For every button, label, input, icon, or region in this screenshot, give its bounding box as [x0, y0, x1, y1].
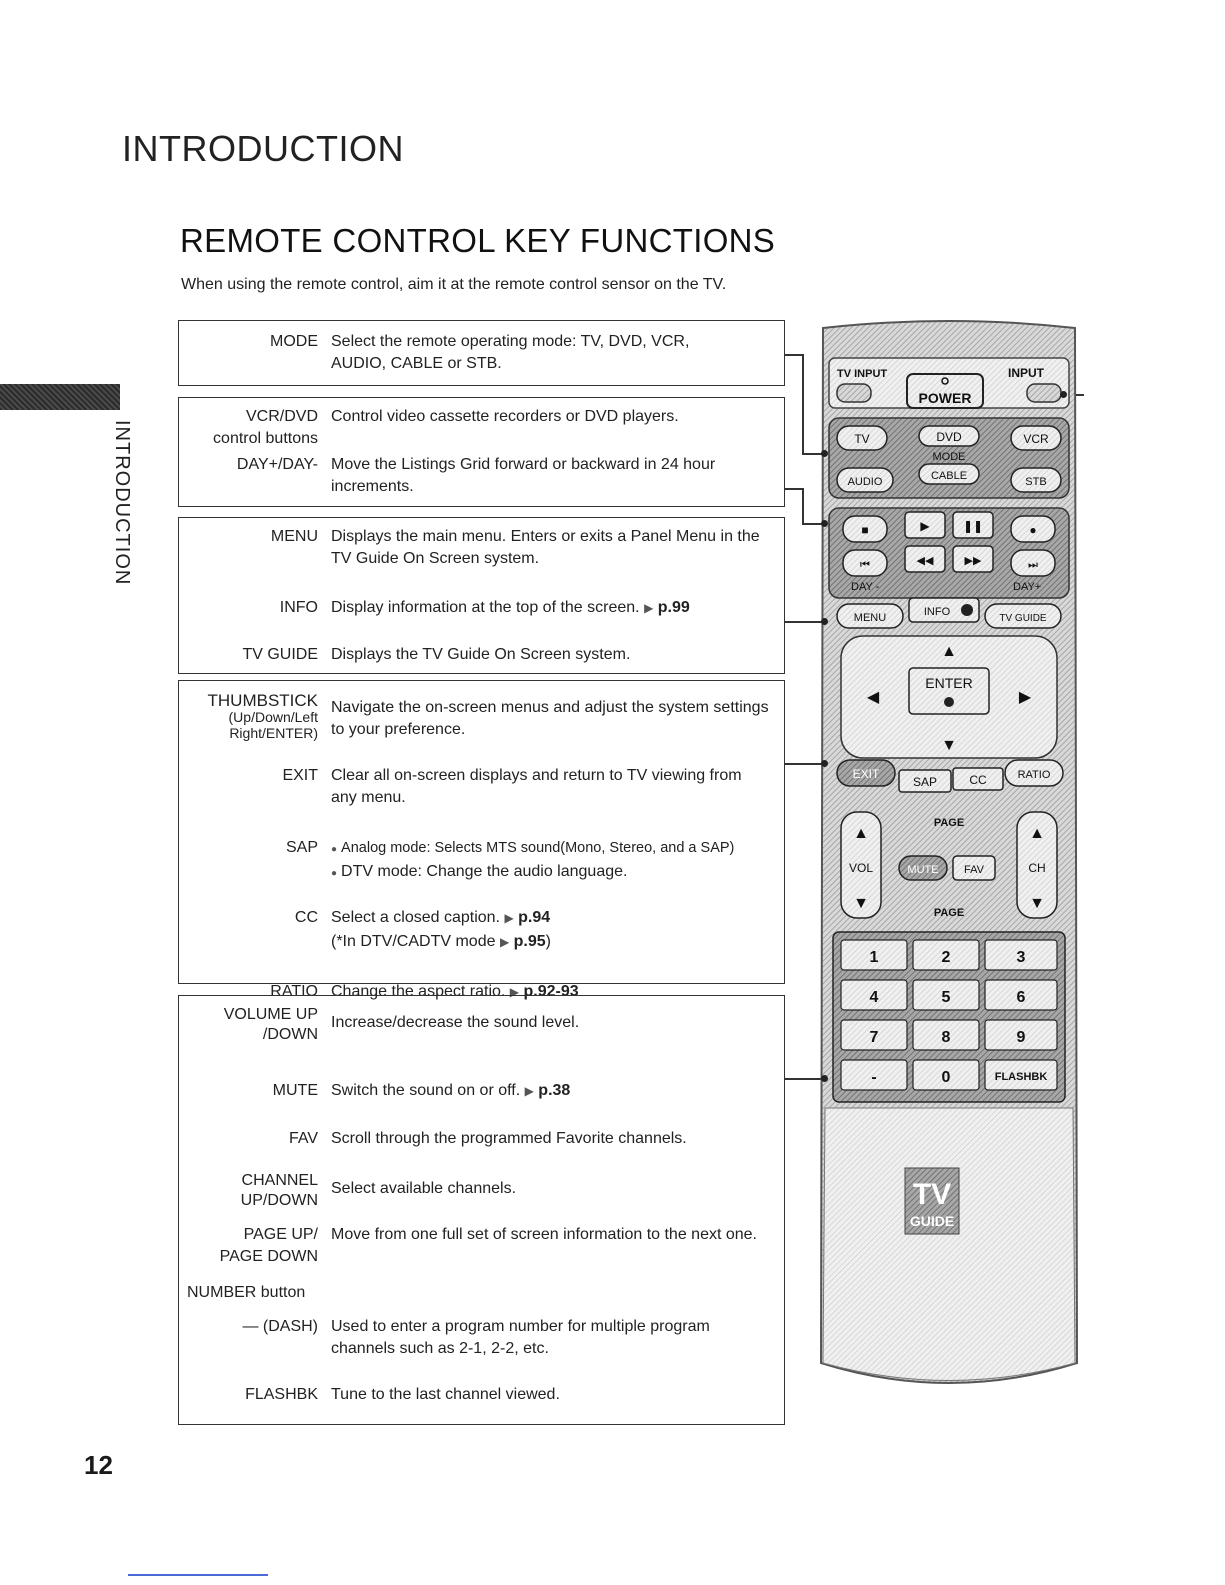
exit-key: EXIT	[282, 767, 318, 784]
leader-dot	[821, 618, 828, 625]
dash-key: — (DASH)	[242, 1318, 318, 1335]
fav-key: FAV	[288, 1130, 318, 1147]
remote-label-dash: -	[871, 1069, 877, 1086]
skip-back-icon: ⏮	[860, 559, 870, 571]
remote-label-day-plus: DAY+	[1013, 581, 1042, 593]
digit-label: 4	[869, 989, 879, 1006]
remote-label-power: POWER	[918, 390, 972, 406]
skip-forward-icon: ⏭	[1028, 559, 1038, 571]
leader-line	[785, 354, 803, 356]
leader-line	[802, 488, 804, 524]
thumbstick-key-3: Right/ENTER)	[229, 725, 318, 741]
digit-label: 3	[1016, 949, 1026, 966]
remote-label-enter: ENTER	[925, 675, 973, 691]
rewind-icon: ◀◀	[916, 555, 934, 567]
remote-label-menu: MENU	[853, 612, 887, 624]
remote-label-day-minus: DAY -	[851, 581, 880, 593]
sap-key: SAP	[285, 839, 318, 856]
record-icon: ●	[1029, 523, 1037, 537]
flashbk-desc: Tune to the last channel viewed.	[331, 1386, 560, 1403]
dash-desc: Used to enter a program number for multiple program channels such as 2-1, 2-2, etc.	[331, 1318, 710, 1357]
remote-label-cable: CABLE	[930, 470, 968, 482]
ratio-page-ref: p.92-93	[523, 983, 579, 1000]
mute-desc-line	[331, 1080, 776, 1102]
remote-label-tv: TV	[854, 432, 870, 446]
page-number: 12	[84, 1450, 113, 1480]
remote-label-sap: SAP	[912, 775, 938, 789]
info-page-ref: p.99	[657, 599, 690, 616]
bottom-rule	[128, 1574, 268, 1576]
cc-page-ref: p.94	[518, 909, 551, 926]
tv-guide-desc: Displays the TV Guide On Screen system.	[331, 646, 631, 663]
menu-box	[178, 517, 785, 674]
volume-down-icon: ▼	[853, 895, 869, 912]
fast-forward-icon: ▶▶	[964, 555, 982, 567]
intro-text: When using the remote control, aim it at the remote control sensor on the TV.	[181, 276, 727, 293]
remote-label-fav: FAV	[964, 864, 984, 876]
vcr-dvd-key: VCR/DVD	[245, 408, 318, 425]
section-title: REMOTE CONTROL KEY FUNCTIONS	[180, 222, 776, 259]
page-key: PAGE UP/	[243, 1226, 318, 1243]
enter-icon	[944, 697, 954, 707]
leader-dot	[821, 760, 828, 767]
control-buttons-key: control buttons	[213, 430, 318, 447]
page-ref-arrow-icon: ▶	[499, 935, 510, 949]
remote-lower-panel	[823, 1108, 1075, 1381]
digit-label: 5	[941, 989, 951, 1006]
remote-label-mode: MODE	[932, 451, 966, 463]
volume-up-icon: ▲	[853, 825, 869, 842]
day-desc: Move the Listings Grid forward or backward in 24 hour increments.	[331, 456, 716, 495]
cc-desc-dtv: (*In DTV/CADTV mode	[331, 933, 496, 950]
digit-label: 1	[869, 949, 879, 966]
info-desc-line	[331, 597, 776, 619]
cc-key: CC	[294, 909, 318, 926]
remote-label-page-down: PAGE	[933, 907, 965, 919]
number-key: NUMBER button	[187, 1284, 306, 1301]
left-arrow-icon[interactable]: ◀	[866, 689, 880, 706]
page-ref-arrow-icon: ▶	[524, 1084, 534, 1098]
play-icon: ▶	[920, 519, 930, 533]
info-icon	[961, 604, 973, 616]
remote-label-stb: STB	[1025, 476, 1047, 488]
page-key-2: PAGE DOWN	[219, 1248, 318, 1265]
vcr-dvd-desc: Control video cassette recorders or DVD players.	[331, 408, 679, 425]
channel-up-icon: ▲	[1029, 825, 1045, 842]
down-arrow-icon[interactable]: ▼	[941, 737, 957, 754]
remote-label-ch: CH	[1028, 861, 1046, 875]
sap-desc-line	[331, 837, 776, 861]
mute-desc: Switch the sound on or off.	[331, 1082, 521, 1099]
channel-key-2: UP/DOWN	[240, 1192, 318, 1209]
logo-text-tv: TV	[912, 1178, 952, 1211]
sap-desc-dtv: DTV mode: Change the audio language.	[341, 863, 628, 880]
thumbstick-key: THUMBSTICK	[207, 691, 318, 710]
tv-input-button[interactable]	[837, 384, 871, 402]
input-button[interactable]	[1027, 384, 1061, 402]
logo-text-guide: GUIDE	[909, 1213, 955, 1229]
remote-label-flashbk: FLASHBK	[994, 1071, 1048, 1083]
remote-label-audio: AUDIO	[847, 476, 883, 488]
remote-label-mute: MUTE	[907, 864, 939, 876]
thumbstick-key-2: (Up/Down/Left	[228, 709, 318, 725]
page-ref-arrow-icon: ▶	[644, 601, 654, 615]
tv-guide-key: TV GUIDE	[242, 646, 318, 663]
remote-label-tv-input: TV INPUT	[837, 368, 888, 380]
bullet-icon: ●	[331, 844, 338, 855]
info-desc: Display information at the top of the screen.	[331, 599, 640, 616]
thumbstick-desc: Navigate the on-screen menus and adjust the system settings to your preference.	[331, 699, 769, 738]
chapter-side-label: INTRODUCTION	[111, 420, 133, 586]
menu-key: MENU	[270, 528, 318, 545]
digit-label: 8	[941, 1029, 951, 1046]
leader-line	[785, 488, 803, 490]
remote-label-dvd: DVD	[936, 430, 962, 444]
thumbstick-box	[178, 680, 785, 1000]
remote-label-ratio: RATIO	[1017, 769, 1051, 781]
ratio-desc: Change the aspect ratio.	[331, 983, 506, 1000]
exit-desc: Clear all on-screen displays and return to TV viewing from any menu.	[331, 767, 742, 806]
digit-label: 9	[1016, 1029, 1026, 1046]
remote-label-input: INPUT	[1008, 366, 1044, 380]
page-ref-arrow-icon: ▶	[509, 985, 520, 999]
pause-icon: ❚❚	[962, 519, 984, 533]
volume-box	[178, 995, 785, 1425]
remote-label-cc: CC	[969, 773, 987, 787]
flashbk-key: FLASHBK	[245, 1386, 318, 1403]
day-key: DAY+/DAY-	[236, 456, 318, 473]
volume-key-2: /DOWN	[262, 1026, 318, 1043]
mute-key: MUTE	[272, 1082, 318, 1099]
chapter-title: INTRODUCTION	[122, 128, 404, 169]
digit-label: 2	[941, 949, 951, 966]
leader-dot	[821, 1075, 828, 1082]
leader-dot	[1060, 391, 1067, 398]
vcr-dvd-box	[178, 397, 785, 507]
digit-label: 7	[869, 1029, 879, 1046]
volume-desc: Increase/decrease the sound level.	[331, 1014, 580, 1031]
right-arrow-icon[interactable]: ▶	[1018, 689, 1032, 706]
mode-key: MODE	[270, 333, 318, 350]
remote-label-tv-guide: TV GUIDE	[999, 613, 1047, 624]
cc-desc-line	[331, 907, 776, 929]
ratio-key: RATIO	[270, 983, 318, 1000]
remote-label-info: INFO	[923, 606, 951, 618]
mode-desc: Select the remote operating mode: TV, DVD, VCR, AUDIO, CABLE or STB.	[331, 333, 690, 372]
page-ref-arrow-icon: ▶	[504, 911, 514, 925]
cc-desc: Select a closed caption.	[331, 909, 500, 926]
remote-label-zero: 0	[941, 1069, 951, 1086]
up-arrow-icon[interactable]: ▲	[941, 643, 957, 660]
cc-desc-line-2: (*In DTV/CADTV mode ▶ p.95)	[331, 933, 551, 950]
remote-label-page-up: PAGE	[933, 817, 965, 829]
mode-box	[178, 320, 785, 386]
channel-desc: Select available channels.	[331, 1180, 517, 1197]
stop-icon: ■	[861, 523, 869, 537]
channel-key: CHANNEL	[241, 1172, 318, 1189]
page-desc: Move from one full set of screen information to the next one.	[331, 1226, 757, 1243]
info-key: INFO	[279, 599, 318, 616]
bullet-icon: ●	[331, 868, 338, 879]
remote-label-vol: VOL	[848, 861, 874, 875]
sap-desc-analog: Analog mode: Selects MTS sound(Mono, Stereo, and a SAP)	[341, 840, 735, 856]
remote-label-exit: EXIT	[852, 767, 880, 781]
chapter-tab-marker	[0, 384, 120, 410]
sap-desc-line-2	[331, 861, 776, 885]
volume-key: VOLUME UP	[223, 1006, 318, 1023]
leader-dot	[821, 450, 828, 457]
leader-line	[802, 354, 804, 454]
leader-dot	[821, 520, 828, 527]
mute-page-ref: p.38	[538, 1082, 571, 1099]
channel-down-icon: ▼	[1029, 895, 1045, 912]
cc-page-ref-2: p.95	[513, 933, 546, 950]
digit-label: 6	[1016, 989, 1026, 1006]
remote-label-vcr: VCR	[1023, 432, 1049, 446]
remote-control-illustration	[815, 318, 1083, 1393]
menu-desc: Displays the main menu. Enters or exits a Panel Menu in the TV Guide On Screen system.	[331, 528, 760, 567]
fav-desc: Scroll through the programmed Favorite channels.	[331, 1130, 687, 1147]
